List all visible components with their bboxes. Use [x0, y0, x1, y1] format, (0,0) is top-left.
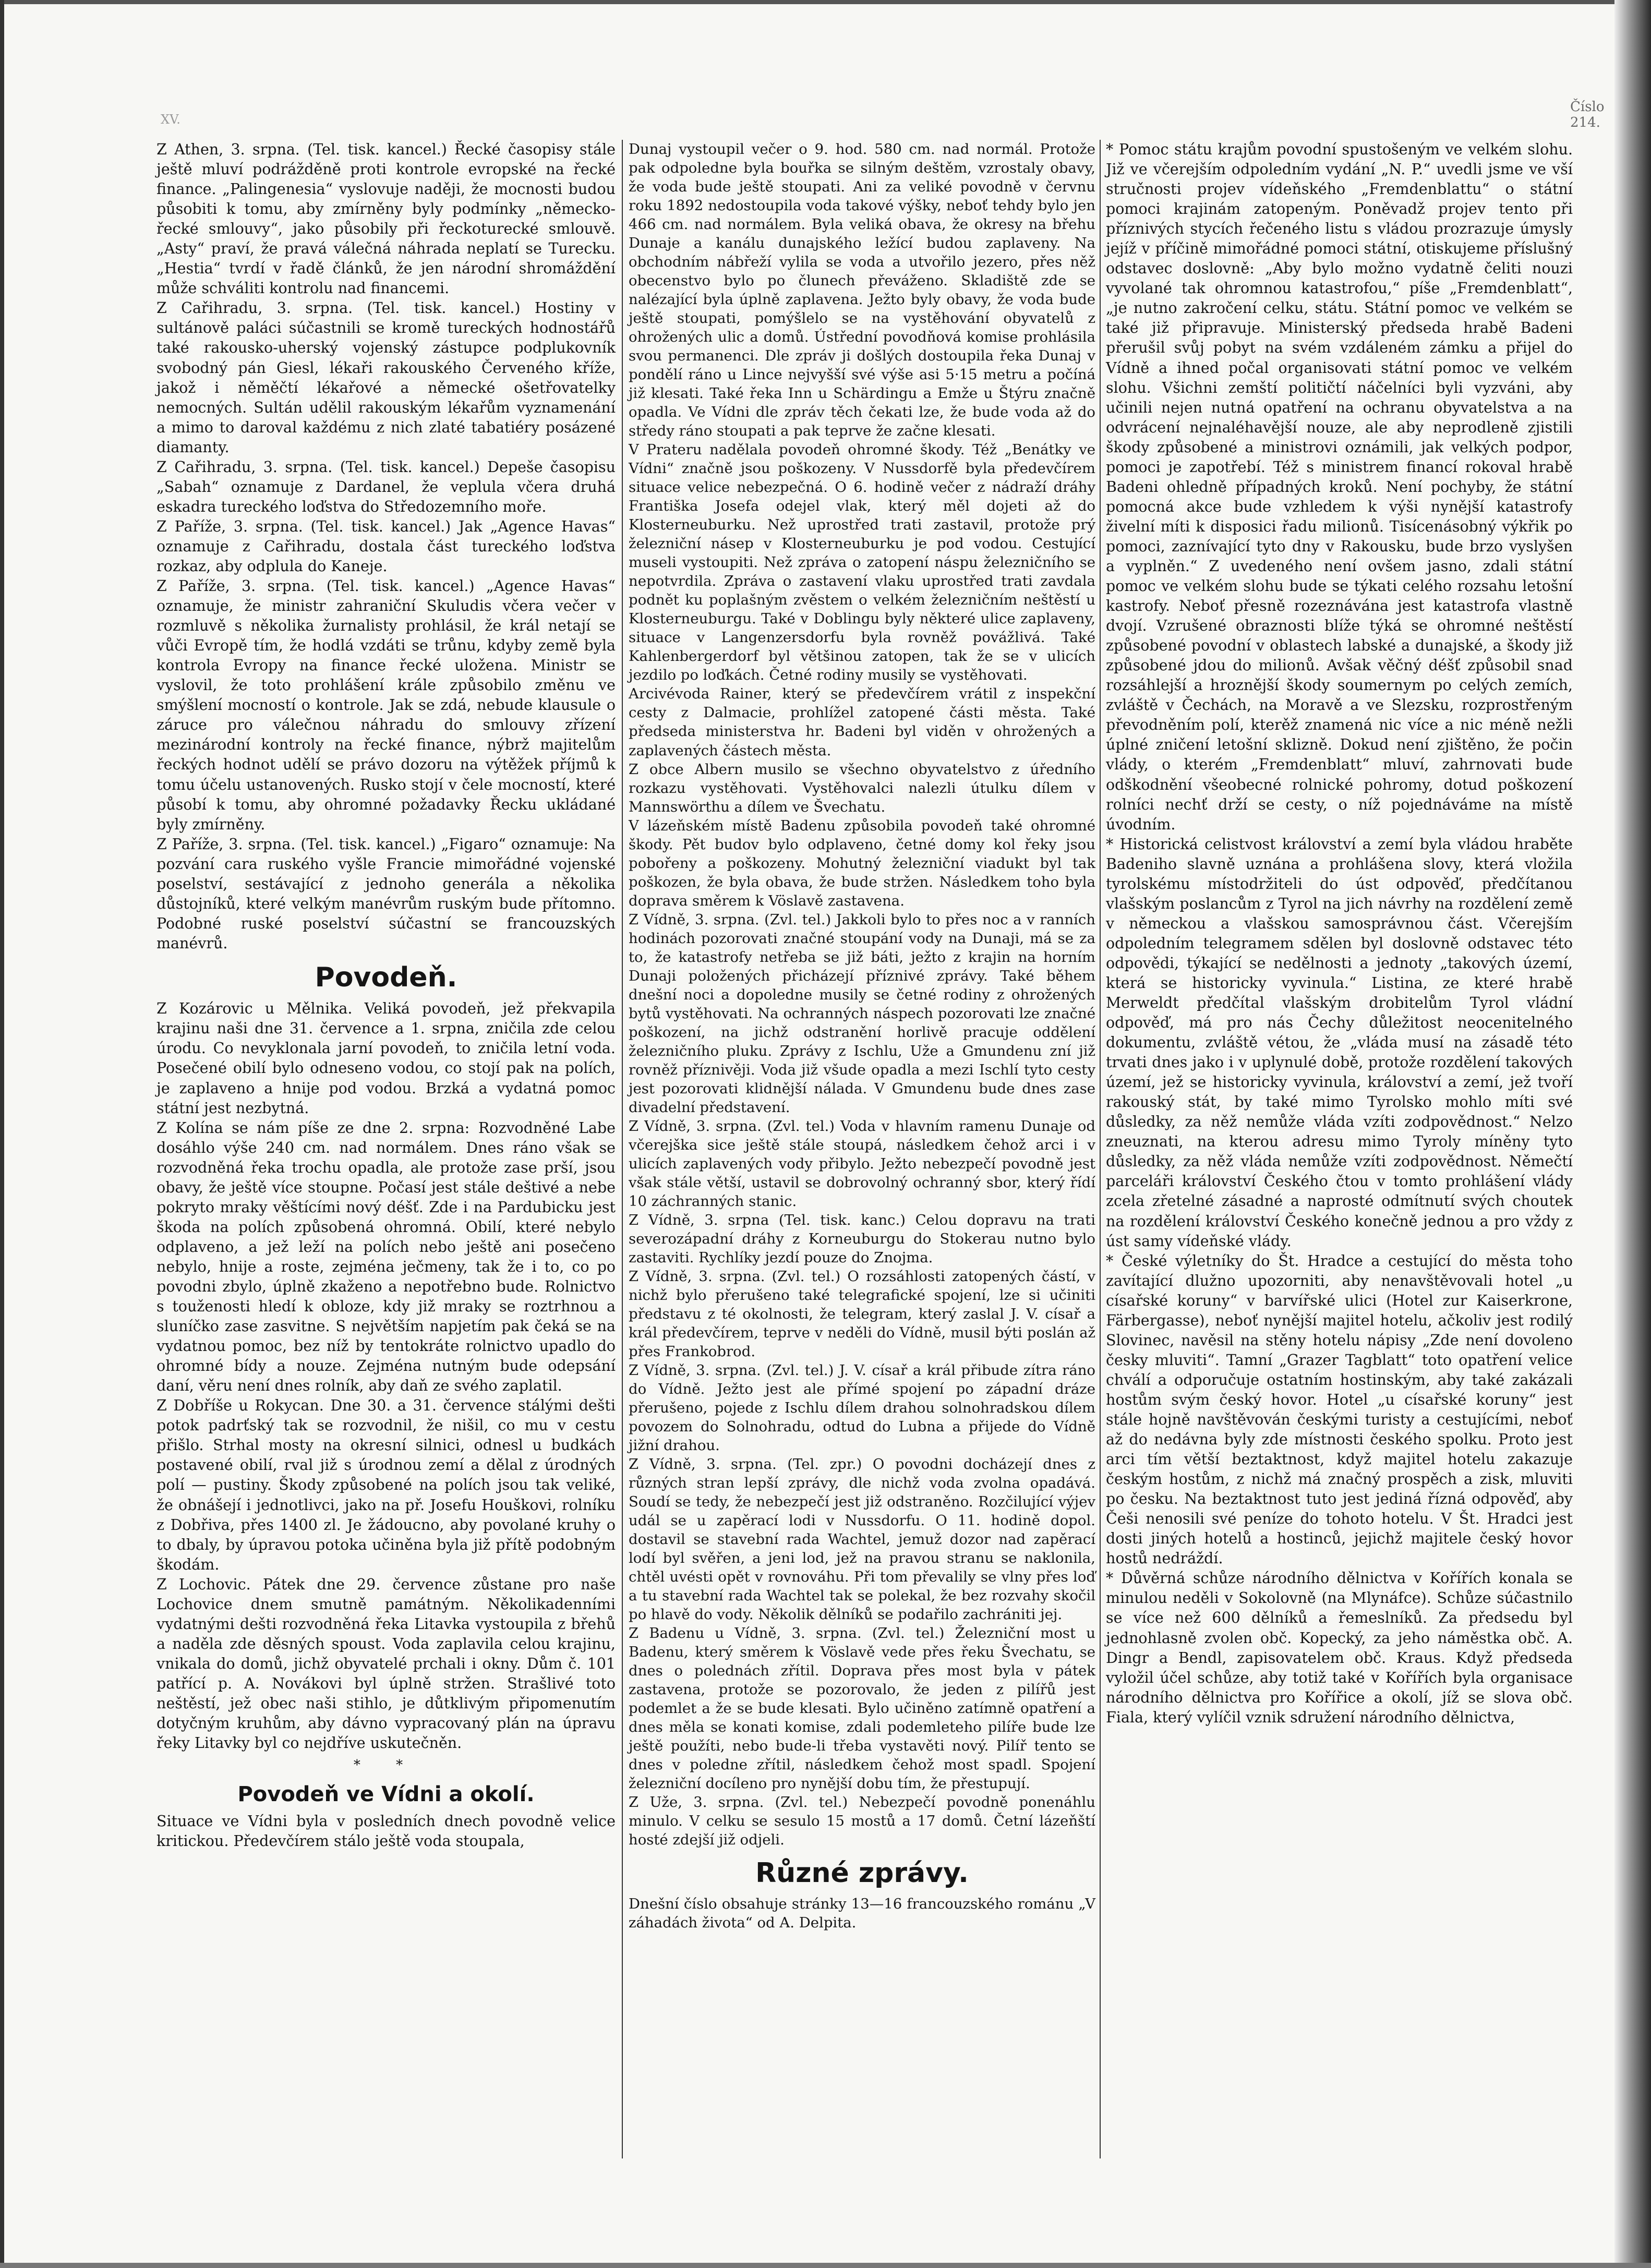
- article-kolin: Z Kolína se nám píše ze dne 2. srpna: Rozvodněné Labe dosáhlo výše 240 cm. nad normálem. Dnes ráno však se rozvodněná řeka trochu opadla, ale protože zase prší, jsou obavy, že ještě více stoupne. Počasí jest stále deštivé a nebe pokryto mraky věštícími nový déšť. Zde i na Pardubicku jest škoda na polích způsobená ohromná. Obilí, které nebylo odplaveno, a jež leží na polích nebo ještě ani posečeno nebylo, hnije a roste, zejména ječmeny, tak že i to, co po povodni zbylo, úplně zkaženo a nepotřebno bude. Rolnictvo s touženosti hledí k obloze, kdy již mraky se roztrhnou a sluníčko zase zasvitne. S největším napjetím pak čeká se na vydatnou pomoc, bez níž by tentokráte rolnictvo upadlo do ohromné bídy a nouze. Zejména nutným bude odepsání daní, věru není dnes rolník, aby daň ze svého zaplatil.: [156, 1119, 616, 1395]
- article-ischl: Z Uže, 3. srpna. (Zvl. tel.) Nebezpečí povodně ponenáhlu minulo. V celku se sesulo 15 mostů a 17 domů. Četní lázeňští hosté zdejší již odjeli.: [629, 1794, 1095, 1849]
- article-albern: Z obce Albern musilo se všechno obyvatelstvo z úředního rozkazu vystěhovati. Vystěhovalci nalezli útulku dílem v Mannswörthu a dílem ve Švechatu.: [629, 761, 1095, 815]
- article-dobris: Z Dobříše u Rokycan. Dne 30. a 31. července stálými dešti potok padrťský tak se rozvodnil, že nišil, co mu v cestu přišlo. Strhal mosty na okresní silnici, odnesl u budkách postavené obilí, rval již s úrodnou zemí a dělal z úrodných polí — pustiny. Škody způsobené na polích jsou tak veliké, že obnášejí i jednotlivci, jako na př. Josefu Houškovi, rolníku z Dobřiva, přes 1400 zl. Je žádoucno, aby povolané kruhy o to dbaly, by úpravou potoka učiněna byla již přítě podobným škodám.: [156, 1397, 616, 1573]
- article-baden-bridge: Z Badenu u Vídně, 3. srpna. (Zvl. tel.) Železniční most u Badenu, který směrem k Vöslavě vede přes řeku Švechatu, se dnes o polednách zřítil. Doprava přes most byla v pátek zastavena, protože se pozorovalo, že jeden z pilířů jest podemlet a že se bude klesati. Bylo učiněno zatímně opatření a dnes měla se konati komise, zdali podemleteho pilíře bude lze ještě použíti, nebo bude-li třeba vystavěti nový. Pilíř tento se dnes v poledne zřítil, následkem čehož most spadl. Spojení železniční docíleno pro nynější dobu tím, že přestupují.: [629, 1625, 1095, 1792]
- article-state-aid: * Pomoc státu krajům povodní spustošeným ve velkém slohu. Již ve včerejším odpoledním vydání „N. P.“ uvedli jsme ve vší stručnosti projev vídeňského „Fremdenblattu“ o státní pomoci krajinám zatopeným. Poněvadž projev tento při příznivých stycích řečeného listu s vládou prozrazuje úmysly jejíž v příčině mimořádné pomoci státní, otiskujeme příslušný odstavec doslovně: „Aby bylo možno vydatně čeliti nouzi vyvolané tak ohromnou katastrofou,“ píše „Fremdenblatt“, „je nutno zakročení celku, státu. Státní pomoc ve velkém se také již připravuje. Ministerský předseda hrabě Badeni přerušil svůj pobyt na svém vzdáleném zámku a přijel do Vídně a ihned počal organisovati státní pomoc ve velkém slohu. Všichni zemští političtí náčelníci byli vyzváni, aby učinili nejen nutná opatření na ochranu obyvatelstva a na odvrácení nejnaléhavější nouze, ale aby neprodleně zjistili škody způsobené a ministrovi oznámili, jak velkých podpor, pomoci je zapotřebí. Též s ministrem financí rokoval hrabě Badeni ohledně případných kroků. Není pochyby, že státní pomocná akce bude vzhledem k výši nynější katastrofy živelní míti k disposici řadu milionů. Tisícenásobný výkřik po pomoci, zaznívající tyto dny v Rakousku, bude brzo vyslyšen a vyplněn.“ Z uvedeného není ovšem jasno, zdali státní pomoc ve velkém slohu bude se týkati celého rozsahu letošní kastrofy. Neboť přesně rozeznávána jest katastrofa vlastně dvojí. Vzrušené obraznosti blíže týká se ohromné neštěstí způsobené povodní v oblastech labské a dunajské, a škody již způsobené jdou do milionů. Avšak věčný déšť způsobil snad rozsáhlejší a hroznější škody soumernym po celých zemích, zvláště v Čechách, na Moravě a ve Slezsku, rozprostřeným převodněním polí, kterěž znamená nic více a nic méně nežli úplné zničení letošní sklizně. Dokud není zjištěno, že počin vlády, o kterém „Fremdenblatt“ mluví, zahrnovati bude odškodnění všeobecné rolnické pohromy, dotud poškození rolníci nechť drží se cesty, o níž pojednáváme na místě úvodním.: [1106, 141, 1573, 833]
- article-paris-2: Z Paříže, 3. srpna. (Tel. tisk. kancel.) „Agence Havas“ oznamuje, že ministr zahraniční Skuludis včera večer v rozmluvě s několika žurnalisty prohlásil, že král netají se vůči Evropě tím, že hodlá vzdáti se trůnu, kdyby země byla kontrola Evropy na finance řecké uložena. Ministr se vyslovil, že toto prohlášení krále způsobilo změnu ve smýšlení mocností o kontrole. Jak se zdá, nebude klausule o záruce pro válečnou náhradu do smlouvy zřízení mezinárodní kontroly na řecké finance, nýbrž majitelům řeckých hodnot udělí se právo dozoru na výtěžek příjmů k tomu účelu ustanovených. Rusko stojí v čele mocností, které působí k tomu, aby ohromné požadavky Řecku ukládané byly zmírněny.: [156, 577, 616, 833]
- article-paris-1: Z Paříže, 3. srpna. (Tel. tisk. kancel.) Jak „Agence Havas“ oznamuje z Cařihradu, dostala část tureckého loďstva rozkaz, aby odplula do Kaneje.: [156, 517, 616, 575]
- article-vienna-5: Z Vídně, 3. srpna. (Zvl. tel.) J. V. císař a král přibude zítra ráno do Vídně. Ježto jest ale přímé spojení po západní dráze přerušeno, pojede z Ischlu dílem drahou solnohradskou dílem povozem do Solnohradu, odtud do Lubna a přijede do Vídně jižní drahou.: [629, 1362, 1095, 1454]
- article-graz-hotel: * České výletníky do Št. Hradce a cestující do města toho zavítající dlužno upozorniti, aby nenavštěvovali hotel „u císařské koruny“ v barvířské ulici (Hotel zur Kaiserkrone, Färbergasse), neboť nynější majitel hotelu, ačkoliv jest rodilý Slovinec, navěsil na stěny hotelu nápisy „Zde není dovoleno česky mluviti“. Tamní „Grazer Tagblatt“ toto opatření velice chválí a odporučuje ostatním hostinským, aby také zakázali hostům svým český hovor. Hotel „u císařské koruny“ jest stále hojně navštěvován českými turisty a cestujícími, neboť až do nedávna byly zde místnosti českého spolku. Proto jest arci tím větší beztaktnost, když majitel hotelu zakazuje českým hostům, z nichž má značný prospěch a zisk, mluviti po česku. Na beztaktnost tuto jest jediná řízná odpověď, aby Češi nenosili své peníze do tohoto hotelu. V Št. Hradci jest dosti jiných hotelů a hostinců, jejichž majitele český hovor hostů nedráždí.: [1106, 1252, 1573, 1567]
- article-historical-integrity: * Historická celistvost království a zemí byla vládou hraběte Badeniho slavně uznána a prohlášena slovy, která vložila tyrolskému místodržiteli do úst odpověď, předčítanou vlašským poslancům z Tyrol na jich návrhy na rozdělení země v německou a vlašskou samosprávnou část. Včerejším odpoledním telegramem sdělen byl doslovně odstavec této odpovědi, týkající se nedělnosti a jednoty „takových území, která se historicky vyvinula.“ Listina, ze které hrabě Merweldt předčítal vlašským drobitelům Tyrol vládní odpověď, má pro nás Čechy důležitost neocenitelného dokumentu, zvláště vétou, že „vláda musí na zásadě této trvati dnes jako i v uplynulé době, protože rozdělení takových území, jež se historicky vyvinula, království a zemí, jež tvoří rakouský stát, by také mimo Tyrolsko mohlo míti své důsledky, za něž nemůže vláda vzíti zodpovědnost.“ Nelzo zneuznati, na kterou adresu mimo Tyroly míněny tyto důsledky, za něž vláda nemůže vzíti zodpovědnost. Němečtí parceláři království Českého čtou v tomto prohlášení vlády zcela zřetelné zásadné a naprosté odmítnutí svých choutek na rozdělení království Českého konečně jednou a pro vždy z úst samy vídeňské vlády.: [1106, 835, 1573, 1250]
- article-athens: Z Athen, 3. srpna. (Tel. tisk. kancel.) Řecké časopisy stále ještě mluví podrážděně proti kontrole evropské na řecké finance. „Palingenesia“ vyslovuje naději, že mocnosti budou působiti k tomu, aby zmírněny byly podmínky „německo-řecké smlouvy“, jako působily při řeckoturecké smlouvě. „Asty“ praví, že pravá válečná náhrada neplatí se Turecku. „Hestia“ tvrdí v řadě článků, že jen národní shromáždění může schváliti kontrolu nad financemi.: [156, 141, 616, 297]
- scan-edge-bottom: [0, 2263, 1651, 2268]
- article-archduke-rainer: Arcivévoda Rainer, který se předevčírem vrátil z inspekční cesty z Dalmacie, prohlížel zatopené části města. Také předseda ministerstva hr. Badeni byl viděn v ohrožených a zaplavených částech města.: [629, 685, 1095, 759]
- scan-edge-left: [0, 0, 4, 2268]
- section-heading-vienna-flood: Povodeň ve Vídni a okolí.: [237, 1782, 535, 1806]
- article-prater: V Prateru nadělala povodeň ohromné škody. Též „Benátky ve Vídni“ značně jsou poškozeny. V Nussdorfě byla předevčírem situace velice nebezpečná. O 6. hodině večer z nádraží dráhy Františka Josefa odejel vlak, který měl dojeti až do Klosterneuburku. Než uprostřed trati zastavil, protože prý železniční násep v Klosterneuburku je pod vodou. Cestující museli vystoupiti. Než zpráva o zatopení náspu železničního se nepotvrdila. Zpráva o zastavení vlaku uprostřed trati zavdala podnět ku poplašným zvěstem o velkém železničním neštěstí u Klosterneuburgu. Také v Doblingu byly některé ulice zaplaveny, situace v Langenzersdorfu byla rovněž povážlivá. Také Kahlenbergerdorf byl většinou zatopen, tak že se v ulicích jezdilo po loďkách. Četné rodiny musily se vystěhovati.: [629, 441, 1095, 684]
- column-1: [156, 140, 616, 1851]
- article-vienna-situation: Situace ve Vídni byla v posledních dnech povodně velice kritickou. Předevčírem stálo ještě voda stoupala,: [156, 1813, 616, 1850]
- article-workers-meeting: * Důvěrná schůze národního dělnictva v Kořířích konala se minulou neděli v Sokolovně (na Mlynáfce). Schůze súčastnilo se více než 600 dělníků a řemeslníků. Za předsedu byl jednohlasně zvolen obč. Kopecký, za jeho náměstka obč. A. Dingr a Bendl, zapisovatelem obč. Kraus. Když předseda vyložil účel schůze, aby totiž také v Kořířích byla organisace národního dělnictva pro Kořířice a okolí, jíž se slova obč. Fiala, který vylíčil vznik sdružení národního dělnictva,: [1106, 1570, 1573, 1726]
- scan-edge-top: [0, 0, 1651, 4]
- section-heading-misc: Různé zprávy.: [755, 1857, 969, 1889]
- column-rule-1: [622, 140, 623, 2158]
- article-vienna-2: Z Vídně, 3. srpna. (Zvl. tel.) Voda v hlavním ramenu Dunaje od včerejška sice ještě stále stoupá, následkem čehož arci i v ulicích zaplavených vody přibylo. Ježto nebezpečí povodně jest však stále větší, ustavil se dobrovolný ochranný sbor, který řídí 10 záchranných stanic.: [629, 1117, 1095, 1210]
- article-vienna-4: Z Vídně, 3. srpna. (Zvl. tel.) O rozsáhlosti zatopených částí, v nichž bylo přerušeno také telegrafické spojení, lze si učiniti představu z té okolnosti, že telegram, který zaslal J. V. císař a král předevčírem, teprve v neděli do Vídně, musil býti poslán až přes Frankobrod.: [629, 1268, 1095, 1360]
- column-rule-2: [1100, 140, 1101, 2158]
- article-novel-note: Dnešní číslo obsahuje stránky 13—16 francouzského románu „V záhadách života“ od A. Delpita.: [629, 1895, 1095, 1931]
- article-vienna-3: Z Vídně, 3. srpna (Tel. tisk. kanc.) Celou dopravu na trati severozápadní dráhy z Korneuburgu do Stokerau nutno bylo zastaviti. Rychlíky jezdí pouze do Znojma.: [629, 1211, 1095, 1266]
- article-lochovice: Z Lochovic. Pátek dne 29. července zůstane pro naše Lochovice dnem smutně památným. Několikadenními vydatnými dešti rozvodněná řeka Litavka vystoupila z břehů a naděla zde děsných spoust. Voda zaplavila celou krajinu, vnikala do domů, jichž obyvatelé prchali i okny. Dům č. 101 patřící p. A. Novákovi byl úplně stržen. Strašlivé toto neštěstí, jež obec naši stihlo, je důtklivým připomenutím dotyčným kruhům, aby dávno vypracovaný plán na úpravu řeky Litavky byl co nejdříve uskutečněn.: [156, 1575, 616, 1752]
- page-header-left: XV.: [161, 112, 180, 127]
- article-kozarovice: Z Kozárovic u Mělnika. Veliká povodeň, jež překvapila krajinu naši dne 31. července a 1. srpna, zničila zde celou úrodu. Co nevyklonala jarní povodeň, to zničila letní voda. Posečené obilí bylo odneseno vodou, co stojí pak na polích, je zaplaveno a hnije pod vodou. Brzká a vydatná pomoc státní jest nezbytná.: [156, 1000, 616, 1117]
- article-constantinople-1: Z Cařihradu, 3. srpna. (Tel. tisk. kancel.) Hostiny v sultánově paláci súčastnili se kromě tureckých hodnostářů také rakousko-uherský vojenský zástupce podplukovník svobodný pán Giesl, lékaři rakouského Červeného kříže, jakož i něměčtí lékařové a německé ošetřovatelky nemocných. Sultán udělil rakouským lékařům vyznamenání a mimo to daroval každému z nich zlaté tabatiéry posázené diamanty.: [156, 299, 616, 456]
- article-baden: V lázeňském místě Badenu způsobila povodeň také ohromné škody. Pět budov bylo odplaveno, četné domy kol řeky jsou pobořeny a poškozeny. Mohutný železniční viadukt byl tak poškozen, že byla obava, že bude stržen. Následkem toho byla doprava směrem k Vöslavě zastavena.: [629, 817, 1095, 909]
- page-header-right: Číslo 214.: [1570, 99, 1605, 130]
- separator-stars: * *: [353, 1757, 419, 1774]
- article-danube: Dunaj vystoupil večer o 9. hod. 580 cm. nad normál. Protože pak odpoledne byla bouřka se silným deštěm, vzrostaly obavy, že voda bude ještě stoupati. Ani za veliké povodně v červnu roku 1892 nedostoupila voda takové výšky, neboť tehdy bylo jen 466 cm. nad normálem. Byla veliká obava, že okresy na břehu Dunaje a kanálu dunajského ležící budou zaplaveny. Na obchodním nábřeží vylila se voda a utvořilo jezero, přes něž obecenstvo bylo po člunech převáženo. Skladiště zde se nalézající byla úplně zaplavena. Ježto byly obavy, že voda bude ještě stoupati, pomýšlelo se na vystěhování obyvatelů z ohrožených ulic a domů. Ústřední povodňová komise prohlásila svou permanenci. Dle zpráv ji došlých dostoupila řeka Dunaj v pondělí ráno u Lince nejvyšší své výše asi 5·15 metru a počíná již klesati. Také řeka Inn u Schärdingu a Emže u Štýru značně opadla. Ve Vídni dle zpráv těch čekati lze, že bude voda až do středy ráno stoupati a pak teprve že začne klesati.: [629, 141, 1095, 440]
- article-vienna-6: Z Vídně, 3. srpna. (Tel. zpr.) O povodni docházejí dnes z různých stran lepší zprávy, dle nichž voda zvolna opadává. Soudí se tedy, že nebezpečí jest již odstraněno. Rozčilující výjev udál se u zapěrací lodi v Nussdorfu. O 11. hodině dopol. dostavil se stavební rada Wachtel, jemuž dozor nad zapěrací lodí byl svěřen, a jeni lod, jež na pravou stranu se naklonila, chtěl uvésti opět v rovnováhu. Při tom převalily se vlny přes loď a tu stavební rada Wachtel tak se polekal, že bez rozvahy skočil po hlavě do vody. Několik dělníků se podařilo zachrániti jej.: [629, 1456, 1095, 1623]
- column-3: [1106, 140, 1573, 1728]
- column-2: [629, 140, 1095, 1932]
- article-paris-3: Z Paříže, 3. srpna. (Tel. tisk. kancel.) „Figaro“ oznamuje: Na pozvání cara ruského vyšle Francie mimořádné vojenské poselství, sestávající z jednoho generála a několika důstojníků, které velkým manévrům ruským bude přítomno. Podobné ruské poselství súčastní se francouzských manévrů.: [156, 835, 616, 952]
- section-heading-flood: Povodeň.: [315, 961, 457, 993]
- article-constantinople-2: Z Cařihradu, 3. srpna. (Tel. tisk. kancel.) Depeše časopisu „Sabah“ oznamuje z Dardanel, že veplula včera druhá eskadra tureckého loďstva do Středozemního moře.: [156, 458, 616, 515]
- article-vienna-1: Z Vídně, 3. srpna. (Zvl. tel.) Jakkoli bylo to přes noc a v ranních hodinách pozorovati značné stoupání vody na Dunaji, má se za to, že katastrofy netřeba se již báti, ježto z krajin na horním Dunaji položených přicházejí příznivé zprávy. Také během dnešní noci a dopoledne musily se četné rodiny z ohrožených bytů vystěhovati. Na ochranných náspech pozorovati lze značné poškození, na jichž odstranění horlivě pracuje oddělení železničního pluku. Zprávy z Ischlu, Uže a Gmundenu zní již rovněž příznivěji. Voda již všude opadla a mezi Ischlí tyto cesty jest pozorovati klidnější nálada. V Gmundenu bude dnes zase divadelní představení.: [629, 911, 1095, 1116]
- scan-edge-right: [1614, 0, 1651, 2268]
